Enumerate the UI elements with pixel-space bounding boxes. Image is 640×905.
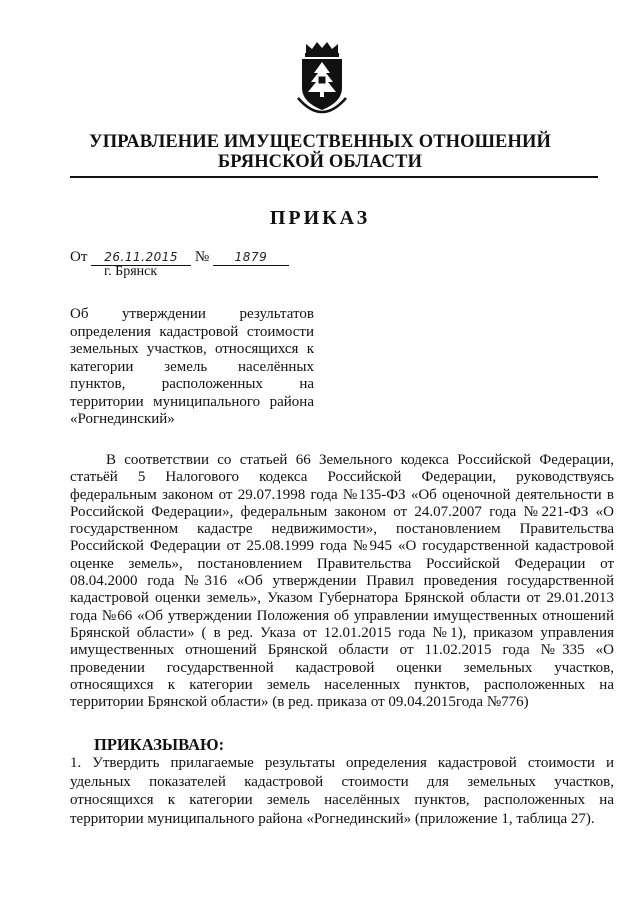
subject-line: Об утверждении результатов (70, 306, 314, 322)
body-line: статьёй 5 Налогового кодекса Российской Федерации, руководствуясь (70, 469, 614, 486)
date-value: 26.11.2015 (91, 250, 191, 266)
date-number-line (70, 249, 289, 266)
body-line: территории Брянской области» (в ред. приказа от 09.04.2015года №776) (70, 694, 529, 711)
body-line: имущественных отношений Брянской области от 11.02.2015 года №335 «О (70, 642, 614, 659)
order-point-1 (70, 754, 614, 828)
subject-line: пунктов, расположенных на (70, 376, 314, 392)
organization-line-2: БРЯНСКОЙ ОБЛАСТИ (217, 152, 423, 172)
subject-line: территории муниципального района (70, 393, 314, 410)
bryansk-coat-of-arms-icon (296, 40, 348, 114)
body-line: Российской Федерации от 25.08.1999 года №945 «О государственной кадастровой (70, 538, 614, 555)
preamble-paragraph (70, 452, 614, 711)
point-line: относящихся к категории земель населённых пунктов, расположенных на (70, 792, 614, 808)
date-prefix: От (70, 249, 88, 265)
body-line: относящихся к категории земель населенных пунктов, расположенных на (70, 676, 614, 693)
body-line: федеральным законом от 29.07.1998 года №135-ФЗ «Об оценочной деятельности в (70, 486, 614, 503)
subject-line: категории земель населённых (70, 358, 314, 375)
number-prefix: № (194, 249, 210, 265)
subject-line: «Рогнединский» (70, 411, 175, 427)
body-line: оценке земель», постановлением Правительства Российской Федерации от (70, 555, 614, 572)
subject-line: определения кадастровой стоимости (70, 323, 314, 340)
header-divider (70, 176, 598, 178)
body-line: Российской Федерации», федеральным законом от 24.07.2007 года №221-ФЗ «О (70, 503, 614, 520)
body-line: кадастровой оценки земель», Указом Губернатора Брянской области от 29.01.2013 (70, 590, 614, 607)
body-line: года №66 «Об утверждении Положения об управлении имущественных отношений (70, 607, 614, 624)
city-label: г. Брянск (104, 264, 158, 279)
body-line: Брянской области» ( в ред. Указа от 12.01.2015 года №1), приказом управления (70, 624, 614, 641)
point-line: 1. Утвердить прилагаемые результаты определения кадастровой стоимости и (70, 755, 614, 771)
subject-line: земельных участков, относящихся к (70, 341, 314, 357)
organization-name (0, 132, 640, 172)
point-line: удельных показателей кадастровой стоимости для земельных участков, (70, 773, 614, 790)
order-subject (70, 306, 314, 429)
number-value: 1879 (213, 250, 289, 266)
body-line: проведении государственной кадастровой оценки земельных участков, (70, 659, 614, 676)
body-line: 08.04.2000 года №316 «Об утверждении Правил проведения государственной (70, 573, 614, 590)
body-line: В соответствии со статьей 66 Земельного кодекса Российской Федерации, (106, 452, 614, 468)
order-heading: ПРИКАЗЫВАЮ: (94, 735, 225, 754)
document-title: ПРИКАЗ (269, 207, 371, 229)
body-line: государственном кадастре недвижимости», постановлением Правительства (70, 521, 614, 538)
organization-line-1: УПРАВЛЕНИЕ ИМУЩЕСТВЕННЫХ ОТНОШЕНИЙ (89, 132, 551, 152)
point-line: территории муниципального района «Рогнединский» (приложение 1, таблица 27). (70, 810, 595, 827)
